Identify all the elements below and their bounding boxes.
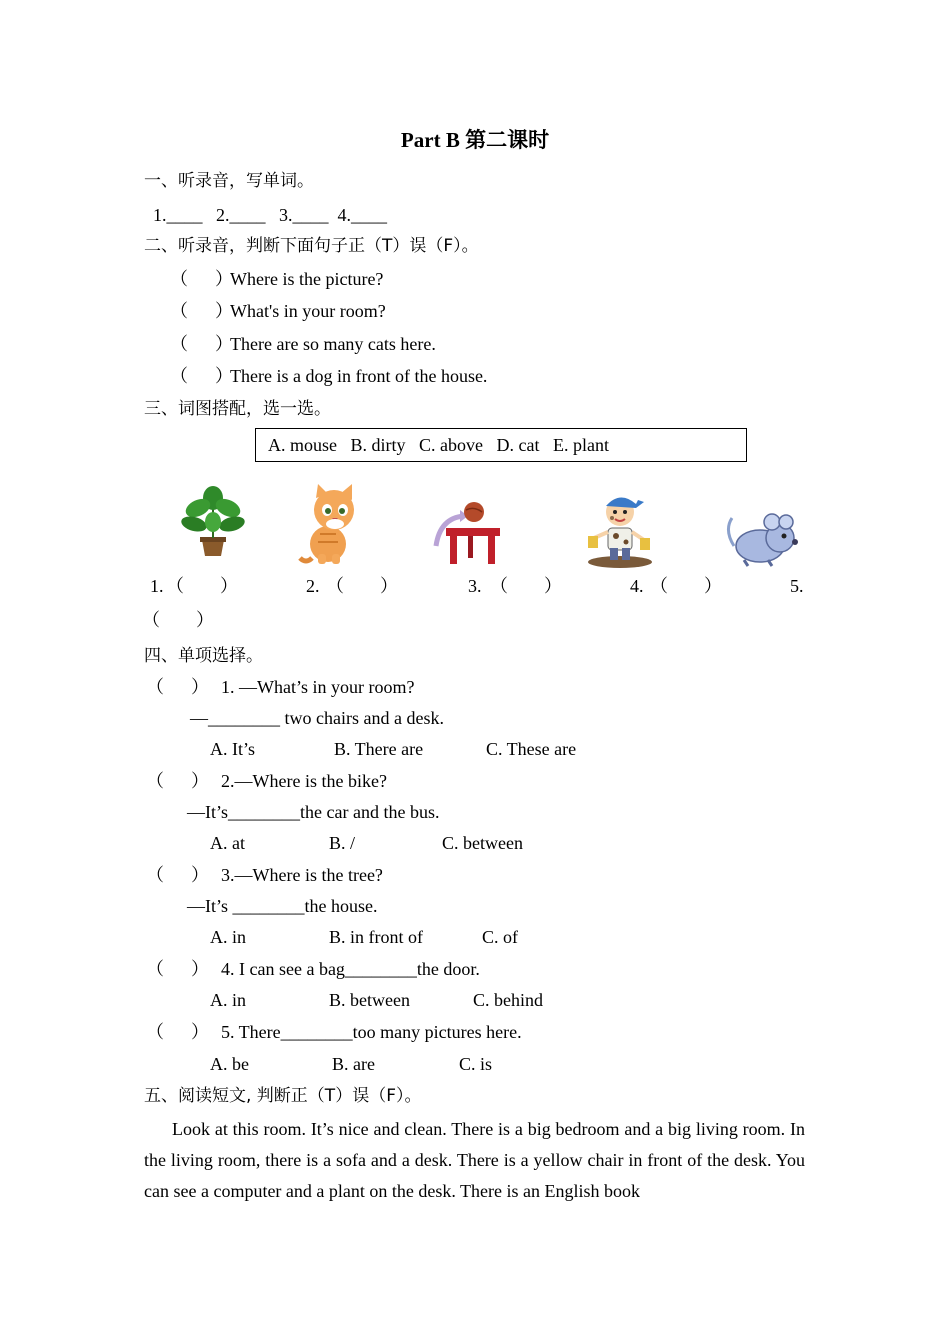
- answer-2-num: 2.: [306, 576, 320, 596]
- section2-item-1-text: Where is the picture?: [230, 269, 384, 289]
- q4-option-b: B. between: [329, 990, 410, 1010]
- mouse-image: [724, 510, 802, 568]
- section5-heading: 五、阅读短文, 判断正（T）误（F）。: [144, 1086, 422, 1106]
- section2-item-2-text: What's in your room?: [230, 301, 386, 321]
- answer-3-num: 3.: [468, 576, 482, 596]
- section2-item-4-text: There is a dog in front of the house.: [230, 366, 488, 386]
- section3-heading: 三、词图搭配，选一选。: [144, 399, 331, 419]
- section1-heading: 一、听录音，写单词。: [144, 171, 314, 191]
- q4-option-c: C. behind: [473, 990, 543, 1010]
- answer-5-num: 5.: [790, 576, 804, 596]
- section4-heading: 四、单项选择。: [144, 646, 263, 666]
- word-options: A. mouse B. dirty C. above D. cat E. plant: [268, 435, 609, 455]
- q3-option-c: C. of: [482, 927, 518, 947]
- q5-paren: （ ）: [146, 1022, 209, 1042]
- answer-1-num: 1.: [150, 576, 164, 596]
- q1-option-b: B. There are: [334, 739, 424, 759]
- section2-item-4-paren: （ ）: [170, 366, 233, 386]
- q1-answer-line: —________ two chairs and a desk.: [190, 708, 444, 728]
- section2-item-3-text: There are so many cats here.: [230, 334, 436, 354]
- q4-paren: （ ）: [146, 959, 209, 979]
- q3-answer-line: —It’s ________the house.: [187, 896, 378, 916]
- q5-question: 5. There________too many pictures here.: [221, 1022, 522, 1042]
- ball-above-stool-image: [430, 498, 510, 566]
- answer-1-paren: （ ）: [166, 576, 238, 596]
- q5-option-a: A. be: [210, 1054, 249, 1074]
- section2-item-3-paren: （ ）: [170, 334, 233, 354]
- reading-passage-text: Look at this room. It’s nice and clean. There is a big bedroom and a big living room. In the living room, there is a sofa and a desk. There is a yellow chair in front of the desk. You can see a computer and a plant on the desk. There is an English book: [144, 1119, 805, 1201]
- cat-image: [298, 484, 364, 566]
- q1-paren: （ ）: [146, 677, 209, 697]
- section1-blanks: 1.____ 2.____ 3.____ 4.____: [153, 205, 387, 225]
- page-title: Part B 第二课时: [400, 128, 550, 152]
- q1-question: 1. —What’s in your room?: [221, 677, 415, 697]
- answer-4-paren: （ ）: [650, 576, 722, 596]
- dirty-boy-image: [586, 488, 654, 568]
- plant-image: [180, 484, 246, 558]
- q2-answer-line: —It’s________the car and the bus.: [187, 802, 440, 822]
- q1-option-a: A. It’s: [210, 739, 255, 759]
- q3-option-b: B. in front of: [329, 927, 423, 947]
- q4-question: 4. I can see a bag________the door.: [221, 959, 480, 979]
- q2-question: 2.—Where is the bike?: [221, 771, 387, 791]
- q2-option-c: C. between: [442, 833, 523, 853]
- word-options-box: [255, 428, 747, 462]
- section2-item-1-paren: （ ）: [170, 269, 233, 289]
- answer-2-paren: （ ）: [326, 576, 398, 596]
- q5-option-b: B. are: [332, 1054, 375, 1074]
- reading-passage: [144, 1114, 805, 1207]
- q3-question: 3.—Where is the tree?: [221, 865, 383, 885]
- section2-heading: 二、听录音，判断下面句子正（T）误（F）。: [144, 236, 479, 256]
- answer-3-paren: （ ）: [490, 576, 562, 596]
- q2-option-a: A. at: [210, 833, 245, 853]
- answer-4-num: 4.: [630, 576, 644, 596]
- answer-5-paren: （ ）: [142, 610, 214, 630]
- q2-option-b: B. /: [329, 833, 356, 853]
- q1-option-c: C. These are: [486, 739, 577, 759]
- q5-option-c: C. is: [459, 1054, 493, 1074]
- q3-paren: （ ）: [146, 865, 209, 885]
- q2-paren: （ ）: [146, 771, 209, 791]
- section2-item-2-paren: （ ）: [170, 301, 233, 321]
- q3-option-a: A. in: [210, 927, 246, 947]
- q4-option-a: A. in: [210, 990, 246, 1010]
